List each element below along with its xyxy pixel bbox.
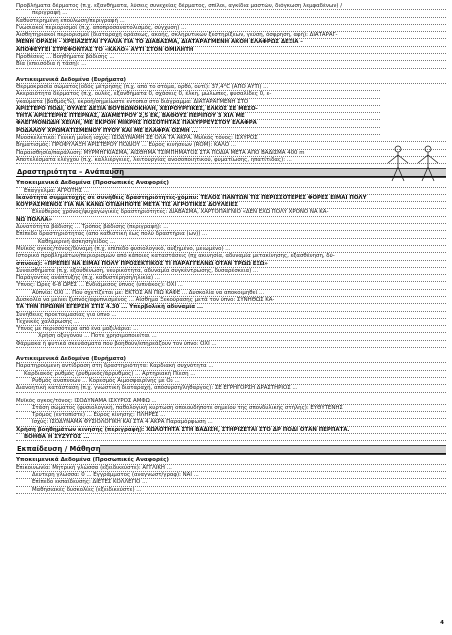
form-line: Ύπνος: Ώρες 6-8 ΩΡΕΣ ... Ενδιάμεσος ύπνος (υπνάκος): ΟΧΙ ... [16, 282, 446, 289]
form-line: Παραισθησία/παράλυση: ΜΥΡΜΗΓΚΙΑΣΜΑ, ΑΙΣΘΗΜΑ ΤΣΙΜΠΗΜΑΤΟΣ ΣΤΑ ΠΟΔΙΑ ΜΕΤΑ ΑΠΟ ΒΑΔΙΣΜΑ 400 m [16, 150, 446, 157]
form-line: Διανοητική κατάσταση (π.χ. γνωστική διαταραχή, απόσυρση/λήθαργος): ΣΕ ΕΓΡΗΓΟΡΣΗ ΔΡΑΣΤΗΡΙΟΣ ... [16, 385, 446, 392]
skin-sensory-block [16, 3, 446, 69]
subjective-heading: Υποκειμενικά Δεδομένα (Προσωπικές Αναφορές) [16, 457, 446, 464]
form-line: Ισχύς: ΙΣΟΔΥΝΑΜΑ ΦΥΣΙΟΛΟΓΙΚΗ ΚΑΙ ΣΤΑ 4 ΑΚΡΑ Παραμόρφωση ... [16, 419, 446, 426]
form-line: Συναισθήματα (π.χ. εξουθένωση, νευρικότητα, αδυναμία συγκέντρωσης, δυσαρέσκεια) ... [16, 268, 446, 275]
form-line: Δευτερη γλώσσα: 0 ... Εγγράμματος (αναγνωστ/γραφ): ΝΑΙ ... [16, 472, 446, 479]
form-line: Μαθησιακές δυσκολίες (εξειδικεύστε) ... [16, 487, 446, 494]
body-diagram-figures [382, 145, 444, 183]
form-line: Επαγγελμα: ΑΓΡΟΤΗΣ ... [16, 188, 446, 195]
form-line: Αποτελέσματα ελέγχου (π.χ. καλλιέργειες, λειτουργίας ανοσοποιητικού, φυματίωσης, ηπατίτιδας): ... [16, 157, 446, 164]
form-line: Επίπεδο δραστηριότητας (απο καθιστική έως πολύ δραστήρια (ων)) ... [16, 231, 446, 238]
form-line: Μυϊκός ογκος/τόνος/δύναμη (π.χ. επίπεδο φυσιολογικό, αυξημένο, μειωμένο) ... [16, 246, 446, 253]
form-line: Παρατηρούμενη αντίδραση στη δραστηριότητα: Καρδιακή συχνότητα ... [16, 363, 446, 370]
form-line: Χρήση οξυγόνου ... Ποτε χρησιμοποιείται ... [16, 333, 446, 340]
form-line: Βηματισμός: ΠΡΟΦΥΛΑΞΗ ΑΡΙΣΤΕΡΟΥ ΠΟΔΙΟΥ ... Εύρος κινήσεων (ROM): ΚΑΛΟ ... [16, 142, 446, 149]
form-line: Προθέσεις ... Βοηθήματα βάδισης ... [16, 54, 446, 61]
subjective-heading: Υποκειμενικά Δεδομένα (Προσωπικές Αναφορές) [16, 180, 446, 187]
form-line: ΑΡΙΣΤΕΡΟ ΠΟΔΙ, ΟΥΛΕΣ ΔΕΞΙΑ ΒΟΥΒΩΝΟΚΗΛΗ, ΧΕΙΡΟΥΡΓΙΚΕΣ, ΕΛΚΟΣ ΣΕ ΜΕΣΟ- [16, 106, 380, 113]
form-line: ΡΟΔΑΛΟΥ ΧΡΩΜΑΤΙΣΜΕΝΟΥ ΠΥΟΥ ΚΑΙ ΜΕ ΕΛΑΦΡΑ ΟΣΜΗ ... [16, 128, 380, 135]
form-line: Στάση σώματος (φυσιολογική, παθολογική κυρτωση οποιουδήποτε σημείου της σπονδυλικής στήλης): ΕΥΘΥΤΕΝΗΣ [16, 405, 446, 412]
form-line: ΑΠΟΦΕΥΓΕΙ ΣΤΡΕΦΟΝΤΑΣ ΤΟ «ΚΑΛΟ» ΑΥΤΙ ΣΤΟΝ ΟΜΙΛΗΤΗ [16, 47, 446, 54]
section-title-activity: Δραστηριότητα – Ανάπαυση [16, 168, 446, 177]
page-number: 4 [440, 619, 444, 626]
form-line: Ρυθμός αναπνοών ... Κορεσμός Αιμοσφαιρίνης με O₂ ... [16, 378, 446, 385]
objective-heading: Αντικειμενικά Δεδομένα (Ευρήματα) [16, 77, 446, 84]
form-line: Τεχνικές χαλάρωσης ... [16, 319, 446, 326]
form-line: Μυϊκός ογκος/τόνος: ΙΣΟΔΥΝΑΜΑ ΙΣΧΥΡΟΣ ΑΜΦΩ ... [16, 398, 446, 405]
form-line: ΦΛΕΓΜΟΝΩΔΗ ΧΕΙΛΗ, ΜΕ ΕΚΡΟΗ ΜΙΚΡΗΣ ΠΟΣΟΤΗΤΑΣ ΠΑΧΥΡΡΕΥΣΤΟΥ ΕΛΑΦΡΑ [16, 120, 380, 127]
education-section [16, 445, 446, 493]
form-line: Προβλήματα δέρματος (π.χ. εξανθήματα, λύσεις συνεχείας δέρματος, σπίλοι, αγκίδια μαστών, διόγκωση λεμφαδένων) / [16, 3, 446, 10]
form-line: Χρήση βοηθημάτων κινησης (περιγραφή): ΧΩΛΟΤΗΤΑ ΣΤΗ ΒΑΔΙΣΗ, ΣΤΗΡΙΖΕΤΑΙ ΣΤΟ ΔΡ ΠΟΔΙ ΟΤΑΝ ΠΕΡΠΑΤΑ. [16, 427, 446, 434]
form-line: ΤΗΤΑ ΑΡΙΣΤΕΡΗΣ ΠΤΕΡΝΑΣ, ΔΙΑΜΕΤΡΟΥ 2,5 ΕΚ, ΒΑΘΟΥΣ ΠΕΡΙΠΟΥ 3 ΧΙΛ ΜΕ [16, 113, 380, 120]
form-line: Γνωσιακοί περιορισμοί (π.χ. αποπροσανατολισμός, σύγχυση) ... [16, 25, 446, 32]
form-line: Αϋπνία: ΟΧΙ ... Που σχετίζεται με: ΕΚΤΟΣ ΑΝ ΠΙΩ ΚΑΦΕ ... Δυσκολία να αποκοιμηθεί ... [16, 290, 446, 297]
section-title-education: Εκπαίδευση / Μάθηση [16, 445, 446, 454]
form-line: ΚΟΥΡΑΣΜΕΝΟΣ ΓΙΑ ΝΑ ΚΑΝΩ ΟΤΙΔΗΠΟΤΕ ΜΕΤΑ ΤΙΣ ΑΓΡΟΤΙΚΕΣ ΔΟΥΛΕΙΕΣ [16, 202, 446, 209]
form-line: ΝΩ ΠΟΛΛΑ» [16, 217, 446, 224]
form-line: Θερμοκρασία σώματος(οδός μέτρησης (π.χ. από το στόμα, ορθό, ουτί): 37,4°C (ΑΠΟ ΑΥΤΙ) ... [16, 84, 380, 91]
form-line: Φάρμακα ή φυτικά σκευάσματα που βοηθούν/επηρεάζουν τον ύπνο: ΟΧΙ ... [16, 341, 446, 348]
form-line: Δυνατότητα βάδισης ... Τρόπος βάδισης (περιγραφή): ... [16, 224, 446, 231]
form-line: Ύπνος με περισσότερα από ένα μαξιλάρια: ... [16, 326, 446, 333]
form-line: γκαύματα (βαθμός%), εκροή/σημείωστε εντοπισ στο διάγραμμα: ΔΙΑΤΑΡΑΓΜΕΝΗ ΣΤΟ [16, 99, 380, 106]
form-line: Καθημερινή άσκηση/είδος ... [16, 239, 446, 246]
form-line: Καθυστερημένη επούλωση/περιγραφή ... [16, 18, 446, 25]
activity-rest-section [16, 168, 446, 441]
form-line: Αισθητηριακοί περιορισμοί (διαταραχή οράσεως, ακοής, σκληρυτικών ξεστηρίξεων, γεύση, όσφρηση, αφή): ΔΙΑΤΑΡΑΓ- [16, 32, 446, 39]
form-line: Μυοσκελετικό: Γενική μυϊκή ισχύς: ΙΣΟΔΥΝΑΜΗ ΣΕ ΟΛΑ ΤΑ ΑΚΡΑ. Μυϊκός τόνος: ΙΣΧΥΡΟΣ [16, 135, 446, 142]
form-line: Ακεραιότητα δέρματος (π.χ. ουλές, εξανθήματα 0, σχάσεις 0, έλκη, μώλωπες, φυσαλίδες 0, ε- [16, 91, 380, 98]
form-line: Συνήθειες προετοιμασίας για ύπνο ... [16, 312, 446, 319]
objective-heading: Αντικειμενικά Δεδομένα (Ευρήματα) [16, 356, 446, 363]
form-line: ΜΕΝΗ ΟΡΑΣΗ - ΧΡΕΙΑΖΕΤΑΙ ΓΥΑΛΙΑ ΓΙΑ ΤΟ ΔΙΑΒΑΣΜΑ, ΔΙΑΤΑΡΑΓΜΕΝΗ ΑΚΟΗ ΕΛΑΦΡΩΣ ΔΕΞΙΑ – [16, 39, 446, 46]
form-line: Δυσκολία να μείνει ξυπνός/αφυπνισμένος ... Αίσθημα Ξεκούρασης μετά τον ύπνο: ΣΥΝΗΘΩΣ ΚΑ- [16, 297, 446, 304]
form-line: ΒΟΗΘΑ Η ΣΥΖΥΓΟΣ ... [16, 434, 446, 441]
form-line: Τρόμος (εντοπίστε) ... Εύρος κίνησης: ΠΛΗΡΕΣ ... [16, 412, 446, 419]
form-line: σπνοια): «ΠΡΕΠΕΙ ΝΑ ΕΙΜΑΙ ΠΟΛΥ ΠΡΟΣΕΚΤΙΚΟΣ ΤΙ ΠΑΡΑΓΓΕΛΝΩ ΟΤΑΝ ΤΡΩΩ ΕΞΩ» [16, 261, 446, 268]
form-line: ΤΑ ΤΗΝ ΠΡΩΙΝΗ ΕΓΕΡΣΗ ΣΤΙΣ 4.30 ... Υπερβολική αδυναμία ... [16, 304, 446, 311]
form-line: Παράγοντες ανάπτυξης (π.χ. καθυστέρηση/ηλικία) ... [16, 275, 446, 282]
form-line: Επικοινωνία: Μητρική γλώσσα (εξειδικεύστε): ΑΓΓΛΙΚΗ ... [16, 465, 446, 472]
form-line: Ιστορικό προβλημάτων/περιορισμών από κάποιες καταστάσεις (πχ ακινησία, αδυναμία μετακίνησης, εξασθένηση, δύ- [16, 253, 446, 260]
form-line: Ικανότητα συμμετοχής σε συνήθεις δραστηριότητες-χόμπυ: ΤΕΛΟΣ ΠΑΝΤΩΝ ΤΙΣ ΠΕΡΙΣΣΟΤΕΡΕΣ ΦΟΡΕΣ ΕΙΜΑΙ ΠΟΛΥ [16, 195, 446, 202]
form-line: Βία (επεισόδια ή τάση): ... [16, 61, 446, 68]
form-line: Ελεύθερος χρόνος/ψυχαγωγικές δραστηριότητες: ΔΙΑΒΑΣΜΑ, ΧΑΡΤΟΠΑΙΓΝΙΟ «ΔΕΝ ΕΧΩ ΠΟΛΥ ΧΡΟΝΟ ΝΑ ΚΑ- [16, 209, 446, 216]
form-line: περιγραφή ... [16, 10, 446, 17]
form-line: Καρδιακός ρυθμός (ρυθμικός/άρρυθμος) ... Αρτηριακή Πίεση ... [16, 371, 446, 378]
form-line: Επίπεδο εκπαίδευσης: ΔΙΕΤΕΣ ΚΟΛΛΕΓΙΟ ... [16, 479, 446, 486]
